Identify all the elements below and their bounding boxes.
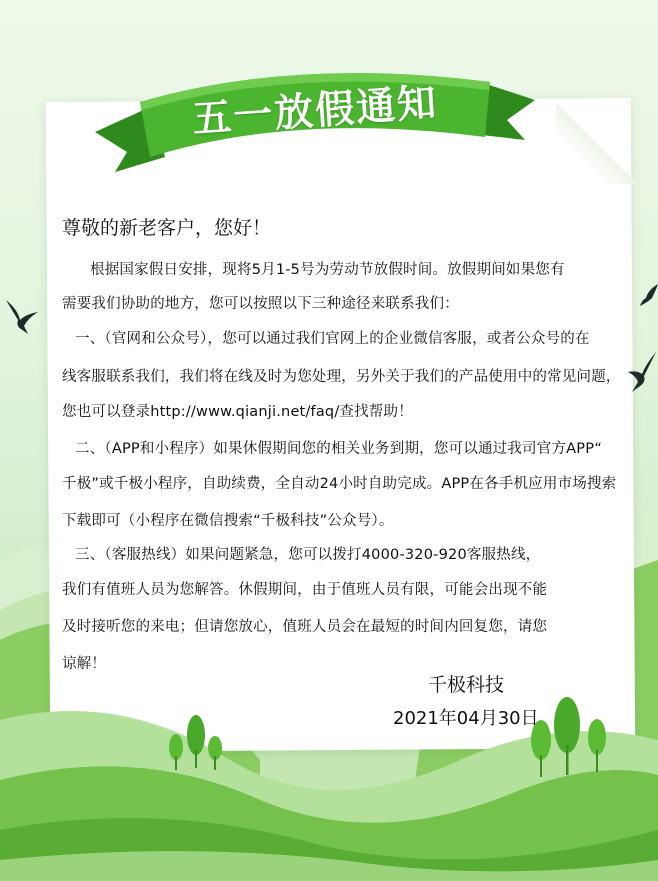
notice-title: 五一放假通知 (190, 80, 440, 143)
swallow-icon (626, 350, 658, 394)
body-line: 及时接听您的来电；但请您放心，值班人员会在最短的时间内回复您，请您 (62, 619, 548, 635)
greeting: 尊敬的新老客户，您好！ (62, 217, 272, 239)
body-line: 您也可以登录http://www.qianji.net/faq/查找帮助！ (62, 404, 413, 420)
body-line: 需要我们协助的地方，您可以按照以下三种途径来联系我们： (62, 296, 459, 312)
company-signature: 千极科技 (428, 674, 505, 696)
body-line: 三、（客服热线）如果问题紧急，您可以拨打4000-320-920客服热线， (75, 547, 541, 563)
body-line: 谅解！ (62, 656, 107, 672)
body-line: 我们有值班人员为您解答。休假期间，由于值班人员有限，可能会出现不能 (62, 582, 548, 598)
body-line: 线客服联系我们，我们将在线及时为您处理，另外关于我们的产品使用中的常见问题， (62, 369, 621, 385)
body-line: 二、（APP和小程序）如果休假期间您的相关业务到期，您可以通过我司官方APP“ (75, 441, 603, 457)
swallow-icon (4, 296, 40, 336)
notice-date: 2021年04月30日 (393, 708, 539, 729)
tree-icon (169, 715, 222, 770)
body-line: 一、（官网和公众号），您可以通过我们官网上的企业微信客服，或者公众号的在 (75, 331, 590, 347)
swallow-icon (640, 280, 658, 310)
body-line: 根据国家假日安排，现将5月1-5号为劳动节放假时间。放假期间如果您有 (90, 262, 565, 278)
body-line: 千极”或千极小程序，自助续费，全自动24小时自助完成。APP在各手机应用市场搜索 (62, 476, 617, 492)
body-line: 下载即可（小程序在微信搜索“千极科技”公众号）。 (62, 513, 394, 529)
